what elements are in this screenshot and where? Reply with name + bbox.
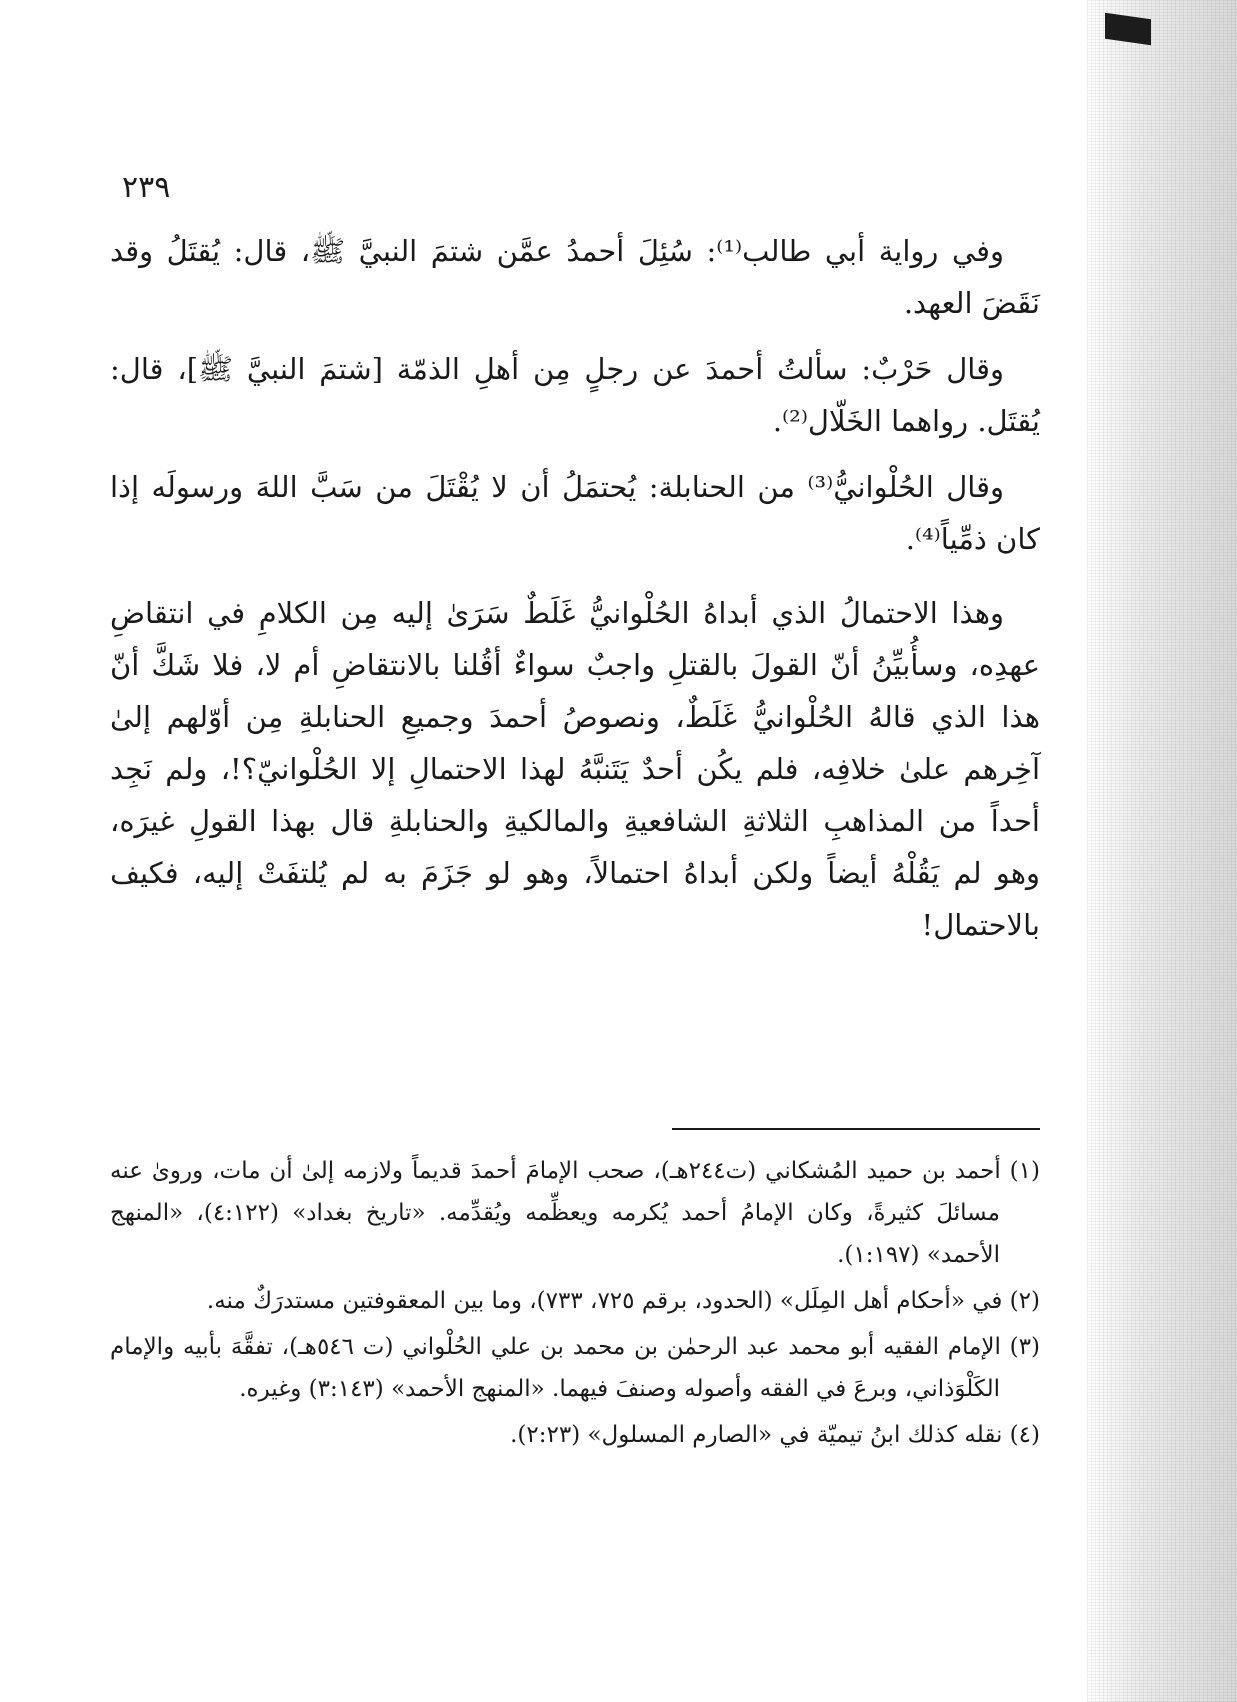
paragraph-hulwani: وقال الحُلْوانيُّ⁽³⁾ من الحنابلة: يُحتمَلُ أن لا يُقْتَلَ من سَبَّ اللهَ ورسولَه إذا كان ذمِّياً⁽⁴⁾.: [110, 470, 1040, 556]
footnote-1: (١) أحمد بن حميد المُشكاني (ت٢٤٤هـ)، صحب الإمامَ أحمدَ قديماً ولازمه إلىٰ أن مات، وروىٰ عنه مسائلَ كثيرةً، وكان الإمامُ أحمد يُكرمه ويعظِّمه ويُقدِّمه. «تاريخ بغداد» (٤:١٢٢)، «المنهج الأحمد» (١:١٩٧).: [110, 1158, 1040, 1268]
footnote-separator: [672, 1128, 1040, 1130]
footnote-2: (٢) في «أحكام أهل المِلَل» (الحدود، برقم ٧٢٥، ٧٣٣)، وما بين المعقوفتين مستدرَكٌ منه.: [206, 1288, 1040, 1314]
footnotes: [110, 1150, 1040, 1460]
page-edge-shadow: [1087, 0, 1237, 1702]
footnote-3: (٣) الإمام الفقيه أبو محمد عبد الرحمٰن بن محمد بن علي الحُلْواني (ت ٥٤٦هـ)، تفقَّهَ بأبيه والإمام الكَلْوَذاني، وبرعَ في الفقه وأصوله وصنفَ فيهما. «المنهج الأحمد» (٣:١٤٣) وغيره.: [110, 1334, 1040, 1402]
paragraph-harb: وقال حَرْبٌ: سألتُ أحمدَ عن رجلٍ مِن أهلِ الذمّة [شتمَ النبيَّ ﷺ]، قال: يُقتَل. رواهما الخَلّال⁽²⁾.: [110, 352, 1040, 438]
page-number: ٢٣٩: [122, 170, 171, 205]
paragraph-refutation: وهذا الاحتمالُ الذي أبداهُ الحُلْوانيُّ غَلَطٌ سَرَىٰ إليه مِن الكلامِ في انتقاضِ عهدِه، وسأُبيِّنُ أنّ القولَ بالقتلِ واجبٌ سواءٌ أقُلنا بالانتقاضِ أم لا، فلا شَكَّ أنّ هذا الذي قالهُ الحُلْوانيُّ غَلَطٌ، ونصوصُ أحمدَ وجميعِ الحنابلةِ مِن أوّلهم إلىٰ آخِرهم علىٰ خلافِه، فلم يكُن أحدٌ يَتَنبَّهُ لهذا الاحتمالِ إلا الحُلْوانيّ؟!، ولم نَجِد أحداً من المذاهبِ الثلاثةِ الشافعيةِ والمالكيةِ والحنابلةِ قال بهذا القولِ غيرَه، وهو لم يَقُلْهُ أيضاً ولكن أبداهُ احتمالاً، وهو لو جَزَمَ به لم يُلتفَتْ إليه، فكيف بالاحتمال!: [110, 596, 1040, 942]
paragraph-abu-talib: وفي رواية أبي طالب⁽¹⁾: سُئِلَ أحمدُ عمَّن شتمَ النبيَّ ﷺ، قال: يُقتَلُ وقد نَقَضَ العهد.: [110, 234, 1040, 320]
main-text: [110, 225, 1040, 965]
footnote-4: (٤) نقله كذلك ابنُ تيميّة في «الصارم المسلول» (٢:٢٣).: [510, 1422, 1040, 1448]
